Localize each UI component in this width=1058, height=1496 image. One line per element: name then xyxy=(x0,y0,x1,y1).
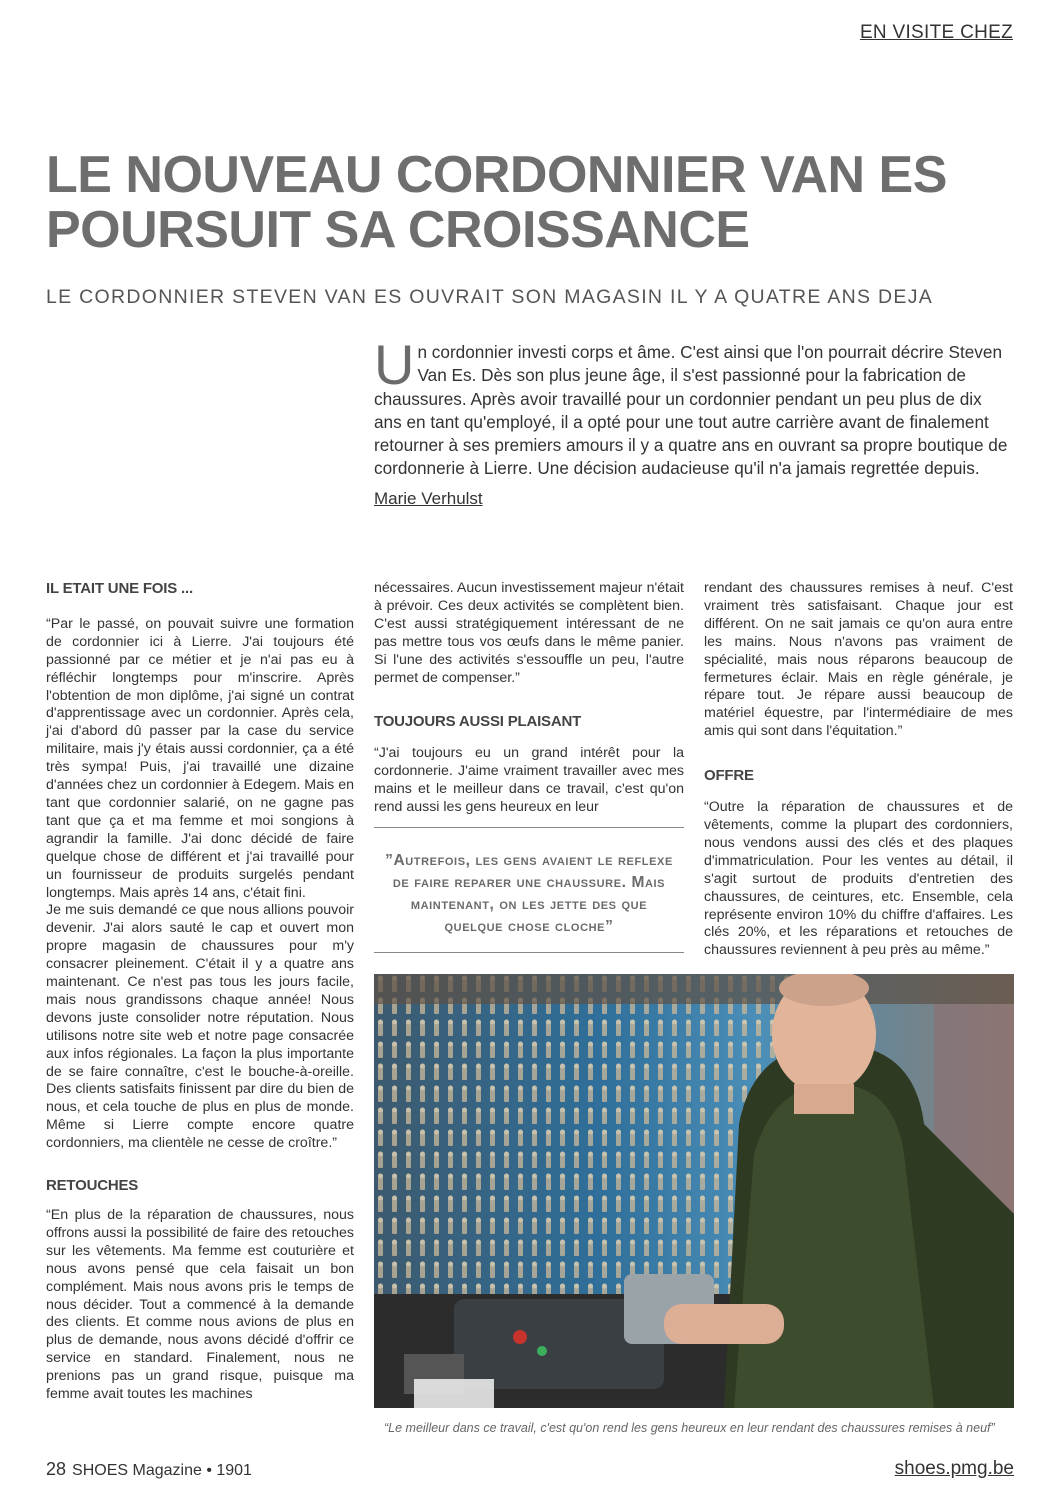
title-line-1: LE NOUVEAU CORDONNIER VAN ES xyxy=(46,146,947,204)
section-tag: EN VISITE CHEZ xyxy=(859,22,1013,43)
footer-info xyxy=(46,1459,252,1480)
paragraph: “Par le passé, on pouvait suivre une formation de cordonnier ici à Lierre. J'ai toujours été passionné par ce métier et je n'ai pas eu à réfléchir longtemps pour m'inscrire. Après l'obtention de mon diplôme, j'ai signé un contrat d'apprentissage avec un cordonnier. Après cela, j'ai d'abord dû passer par la case du service militaire, mais j'y étais aussi cordonnier, ça a été très sympa! Puis, j'ai travaillé une dizaine d'années chez un cordonnier à Edegem. Mais en tant que cordonnier salarié, on ne gagne pas tant que ça et ma femme et moi songions à agrandir la famille. J'ai donc décidé de faire quelque chose de différent et j'ai travaillé pour un fournisseur de produits surgelés pendant longtemps. Mais après 14 ans, c'était fini. xyxy=(46,615,354,901)
pull-quote xyxy=(374,827,684,953)
page-number: 28 xyxy=(46,1459,67,1479)
pull-quote-text: ”Autrefois, les gens avaient le reflexe de faire reparer une chaussure. Mais maintenant, on les jette des que quelque chose cloche” xyxy=(385,851,673,935)
column-3 xyxy=(704,580,1013,960)
author-link[interactable]: Marie Verhulst xyxy=(374,489,483,508)
photo-illustration xyxy=(374,974,1014,1408)
website-link[interactable]: shoes.pmg.be xyxy=(894,1458,1014,1479)
article-subtitle: LE CORDONNIER STEVEN VAN ES OUVRAIT SON MAGASIN IL Y A QUATRE ANS DEJA xyxy=(46,286,934,308)
intro-text: n cordonnier investi corps et âme. C'est ainsi que l'on pourrait décrire Steven Van Es. Dès son plus jeune âge, il s'est passionné pour la fabrication de chaussures. Après avoir travaillé pour un cordonnier pendant un peu plus de dix ans en tant qu'employé, il a opté pour une tout autre carrière avant de finalement retourner à ses premiers amours il y a quatre ans en ouvrant sa propre boutique de cordonnerie à Lierre. Une décision audacieuse qu'il n'a jamais regrettée depuis. xyxy=(374,342,1008,479)
article-title xyxy=(46,148,1006,258)
column-1 xyxy=(46,580,354,1404)
heading-retouches: RETOUCHES xyxy=(46,1177,139,1195)
intro-paragraph xyxy=(374,333,1014,481)
paragraph: “J'ai toujours eu un grand intérêt pour la cordonnerie. J'aime vraiment travailler avec mes mains et le meilleur dans ce travail, c'est qu'on rend aussi les gens heureux en leur xyxy=(374,745,684,816)
column-2 xyxy=(374,580,684,953)
magazine-issue: SHOES Magazine • 1901 xyxy=(72,1462,252,1479)
paragraph: Je me suis demandé ce que nous allions pouvoir devenir. J'ai alors sauté le cap et ouvert mon propre magasin de chaussures pour m'y consacrer pleinement. C'était il y a quatre ans maintenant. Ce n'est pas tous les jours facile, mais nous grandissons chaque année! Nous devons juste consolider notre réputation. Nous utilisons notre site web et notre page consacrée aux infos régionales. La façon la plus importante de se faire connaître, c'est le bouche-à-oreille. Des clients satisfaits finissent par dire du bien de nous, et cela touche de plus en plus de monde. Même si Lierre compte encore quatre cordonniers, ma clientèle ne cesse de croître.” xyxy=(46,902,354,1152)
heading-toujours: TOUJOURS AUSSI PLAISANT xyxy=(374,713,582,731)
paragraph: nécessaires. Aucun investissement majeur n'était à prévoir. Ces deux activités se complètent bien. C'est aussi stratégiquement intéressant de ne pas mettre tous vos œufs dans le même panier. Si l'une des activités s'essouffle un peu, l'autre permet de compenser.” xyxy=(374,580,684,686)
cobbler-photo xyxy=(374,974,1014,1408)
drop-cap: U xyxy=(374,333,415,396)
paragraph: “En plus de la réparation de chaussures, nous offrons aussi la possibilité de faire des retouches sur les vêtements. Ma femme est couturière et nous avons pensé que cela faisait un bon complément. Mais nous avons pris le temps de nous décider. Tout a commencé à la demande des clients. Et comme nous avions de plus en plus de demande, nous avons décidé d'offrir ce service en standard. Finalement, nous ne prenions pas un grand risque, puisque ma femme avait toutes les machines xyxy=(46,1207,354,1403)
paragraph: rendant des chaussures remises à neuf. C'est vraiment très satisfaisant. Chaque jour est différent. On ne sait jamais ce qu'on aura entre les mains. Nous n'avons pas vraiment de spécialité, mais nous réparons beaucoup de fermetures éclair. Mais en règle générale, je répare tout. Je répare aussi beaucoup de matériel équestre, par l'intermédiaire de mes amis qui sont dans l'équitation.” xyxy=(704,580,1013,740)
photo-caption: “Le meilleur dans ce travail, c'est qu'on rend les gens heureux en leur rendant des chaussures remises à neuf” xyxy=(384,1421,995,1435)
heading-il-etait: IL ETAIT UNE FOIS ... xyxy=(46,580,193,597)
title-line-2: POURSUIT SA CROISSANCE xyxy=(46,201,750,259)
paragraph: “Outre la réparation de chaussures et de vêtements, comme la plupart des cordonniers, nous vendons aussi des clés et des plaques d'immatriculation. Pour les ventes au détail, il s'agit surtout de produits d'entretien des chaussures, de ceintures, etc. Ensemble, cela représente environ 10% du chiffre d'affaires. Les clés 20%, et les réparations et retouches de chaussures reviennent à peu près au même.” xyxy=(704,799,1013,959)
heading-offre: OFFRE xyxy=(704,767,754,785)
